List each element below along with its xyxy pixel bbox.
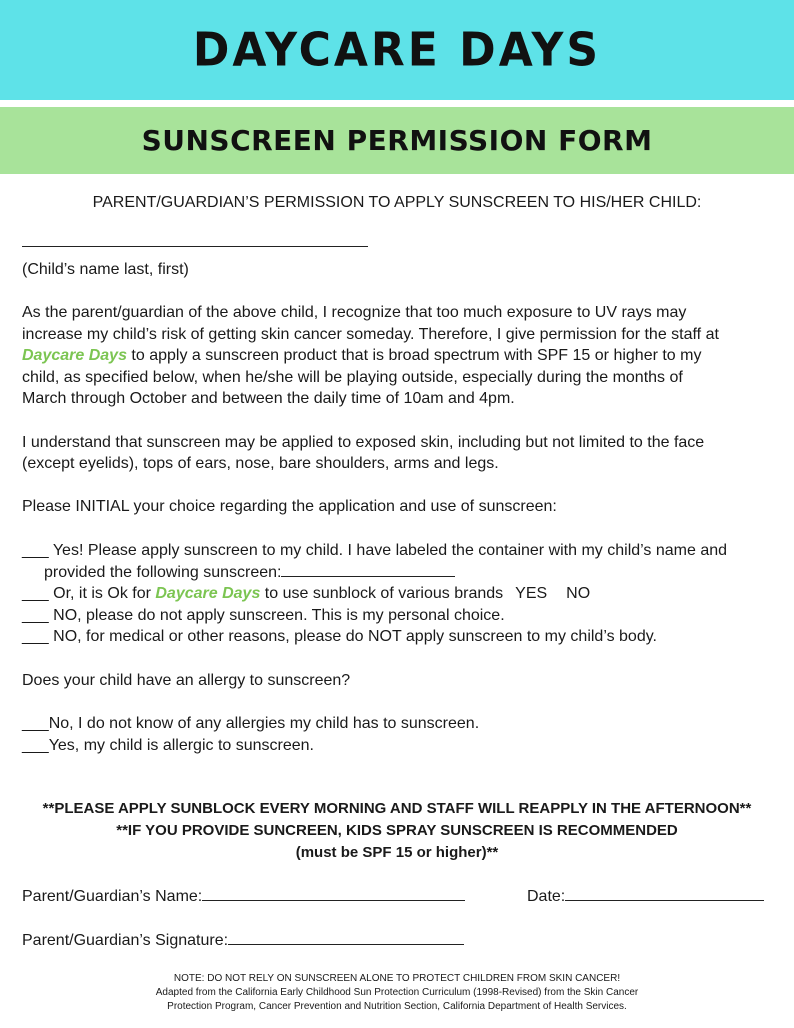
para2-line1: I understand that sunscreen may be applied to exposed skin, including but not limited to the face (22, 433, 705, 451)
date-field[interactable] (565, 899, 764, 901)
allergy-question: Does your child have an allergy to sunscreen? (22, 672, 351, 689)
signature-label: Parent/Guardian’s Signature: (22, 932, 229, 949)
initial-prompt: Please INITIAL your choice regarding the application and use of sunscreen: (22, 498, 557, 516)
page-title: DAYCARE DAYS (192, 23, 602, 77)
no-choice[interactable]: NO (566, 585, 591, 603)
footer-note-line3: Protection Program, Cancer Prevention and Nutrition Section, California Department of Health Services. (167, 1001, 627, 1012)
signature-field[interactable] (228, 943, 464, 945)
para2-line2: (except eyelids), tops of ears, nose, bare shoulders, arms and legs. (22, 455, 499, 473)
child-name-label: (Child’s name last, first) (22, 261, 189, 278)
option-no-personal[interactable]: ___ NO, please do not apply sunscreen. This is my personal choice. (22, 606, 505, 624)
option-ok-brands[interactable]: ___ Or, it is Ok for Daycare Days to use sunblock of various brands YES NO (22, 585, 591, 603)
form-title: SUNSCREEN PERMISSION FORM (141, 124, 653, 157)
brand-name: Daycare Days (22, 347, 127, 365)
footer-note-line2: Adapted from the California Early Childhood Sun Protection Curriculum (1998-Revised) from the Skin Cancer (155, 987, 639, 998)
sunscreen-brand-field[interactable] (281, 575, 455, 577)
notice-line3: (must be SPF 15 or higher)** (295, 844, 499, 861)
intro-text: PARENT/GUARDIAN’S PERMISSION TO APPLY SUNSCREEN TO HIS/HER CHILD: (92, 194, 702, 211)
para1-line1: As the parent/guardian of the above child, I recognize that too much exposure to UV rays may (22, 304, 687, 321)
header-band (0, 0, 794, 100)
guardian-name-label: Parent/Guardian’s Name: (22, 888, 203, 905)
date-label: Date: (527, 888, 566, 905)
option-yes-line2: provided the following sunscreen: (44, 562, 455, 584)
guardian-name-row (22, 886, 465, 908)
notice-line1: **PLEASE APPLY SUNBLOCK EVERY MORNING AND STAFF WILL REAPPLY IN THE AFTERNOON** (42, 800, 752, 817)
allergy-yes[interactable]: ___Yes, my child is allergic to sunscreen. (22, 736, 314, 754)
date-row (527, 886, 764, 908)
yes-choice[interactable]: YES (515, 585, 548, 603)
para1-line3: Daycare Days to apply a sunscreen product that is broad spectrum with SPF 15 or higher to my (22, 347, 702, 365)
para1-line4: child, as specified below, when he/she will be playing outside, especially during the months of (22, 368, 683, 386)
subtitle-band (0, 107, 794, 174)
para1-line5: March through October and between the daily time of 10am and 4pm. (22, 390, 515, 408)
signature-row (22, 930, 464, 952)
option-no-medical[interactable]: ___ NO, for medical or other reasons, please do NOT apply sunscreen to my child’s body. (22, 628, 657, 646)
allergy-no[interactable]: ___No, I do not know of any allergies my child has to sunscreen. (22, 715, 480, 732)
child-name-field[interactable] (22, 232, 368, 254)
option-yes-line1[interactable]: ___ Yes! Please apply sunscreen to my child. I have labeled the container with my child’s name and (22, 542, 728, 559)
guardian-name-field[interactable] (202, 899, 465, 901)
notice-line2: **IF YOU PROVIDE SUNCREEN, KIDS SPRAY SUNSCREEN IS RECOMMENDED (116, 822, 678, 839)
para1-line2: increase my child’s risk of getting skin cancer someday. Therefore, I give permission for the staff at (22, 325, 719, 343)
footer-note-line1: NOTE: DO NOT RELY ON SUNSCREEN ALONE TO PROTECT CHILDREN FROM SKIN CANCER! (173, 973, 621, 984)
